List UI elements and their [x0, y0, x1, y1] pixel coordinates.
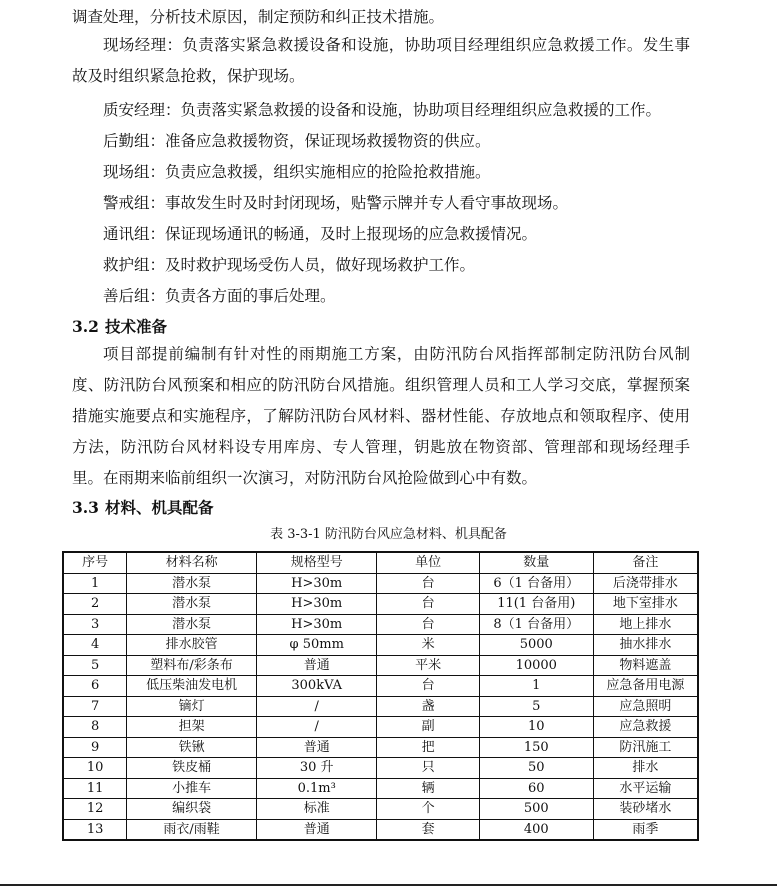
header-cell: 规格型号	[256, 552, 376, 573]
table-cell: H>30m	[256, 573, 376, 594]
table-cell: 地下室排水	[593, 594, 698, 615]
table-cell: 雨季	[593, 819, 698, 840]
table-cell: 把	[377, 737, 479, 758]
table-cell: 装砂堵水	[593, 799, 698, 820]
header-cell: 单位	[377, 552, 479, 573]
table-caption: 表 3-3-1 防汛防台风应急材料、机具配备	[270, 527, 507, 542]
table-cell: 地上排水	[593, 614, 698, 635]
table-cell: 5	[479, 696, 593, 717]
table-cell: 3	[63, 614, 127, 635]
table-row	[63, 799, 698, 820]
table-row	[63, 717, 698, 738]
table-cell: 10000	[479, 655, 593, 676]
table-cell: 镝灯	[127, 696, 257, 717]
section-heading-3-3	[72, 499, 213, 517]
table-cell: 13	[63, 819, 127, 840]
table-cell: 50	[479, 758, 593, 779]
table-cell: 抽水排水	[593, 635, 698, 656]
table-cell: 后浇带排水	[593, 573, 698, 594]
section-heading-3-2	[72, 318, 167, 336]
materials-table	[62, 551, 699, 841]
header-cell: 备注	[593, 552, 698, 573]
paragraph-role-comm-group: 通讯组：保证现场通讯的畅通，及时上报现场的应急救援情况。	[103, 225, 538, 243]
table-cell: 台	[377, 573, 479, 594]
table-cell: 小推车	[127, 778, 257, 799]
table-cell: 500	[479, 799, 593, 820]
table-row	[63, 819, 698, 840]
table-cell: 60	[479, 778, 593, 799]
table-cell: 300kVA	[256, 676, 376, 697]
section-title: 技术准备	[104, 318, 167, 336]
table-cell: 潜水泵	[127, 573, 257, 594]
table-cell: 套	[377, 819, 479, 840]
paragraph-intro-tail: 调查处理，分析技术原因，制定预防和纠正技术措施。	[72, 8, 445, 26]
table-cell: 副	[377, 717, 479, 738]
table-row	[63, 655, 698, 676]
table-cell: 400	[479, 819, 593, 840]
table-cell: 个	[377, 799, 479, 820]
table-cell: 2	[63, 594, 127, 615]
paragraph-role-site-manager: 现场经理：负责落实紧急救援设备和设施，协助项目经理组织应急救援工作。发生事故及时组织紧急抢救，保护现场。	[72, 36, 690, 85]
section-number: 3.3	[72, 498, 99, 517]
section-title: 材料、机具配备	[104, 499, 214, 517]
table-cell: 普通	[256, 737, 376, 758]
paragraph-technical-prep: 项目部提前编制有针对性的雨期施工方案，由防汛防台风指挥部制定防汛防台风制度、防汛防台风预案和相应的防汛防台风措施。组织管理人员和工人学习交底，掌握预案措施实施要点和实施程序，了解防汛防台风材料、器材性能、存放地点和领取程序、使用方法，防汛防台风材料设专用库房、专人管理，钥匙放在物资部、管理部和现场经理手里。在雨期来临前组织一次演习，对防汛防台风抢险做到心中有数。	[72, 345, 690, 487]
table-cell: 应急救援	[593, 717, 698, 738]
table-row	[63, 778, 698, 799]
table-cell: 150	[479, 737, 593, 758]
table-cell: 11	[63, 778, 127, 799]
table-cell: H>30m	[256, 614, 376, 635]
table-cell: 1	[479, 676, 593, 697]
table-cell: 物料遮盖	[593, 655, 698, 676]
table-cell: 5000	[479, 635, 593, 656]
table-cell: 5	[63, 655, 127, 676]
table-cell: 普通	[256, 819, 376, 840]
header-cell: 材料名称	[127, 552, 257, 573]
table-cell: 普通	[256, 655, 376, 676]
paragraph-role-rescue-group: 救护组：及时救护现场受伤人员，做好现场救护工作。	[103, 256, 476, 274]
section-number: 3.2	[72, 317, 99, 336]
table-row	[63, 676, 698, 697]
table-cell: 30 升	[256, 758, 376, 779]
paragraph-role-site-group: 现场组：负责应急救援，组织实施相应的抢险抢救措施。	[103, 163, 491, 181]
table-cell: 低压柴油发电机	[127, 676, 257, 697]
table-cell: 辆	[377, 778, 479, 799]
page-bottom-rule	[0, 884, 777, 886]
table-cell: 6（1 台备用）	[479, 573, 593, 594]
table-cell: 防汛施工	[593, 737, 698, 758]
table-cell: 台	[377, 676, 479, 697]
paragraph-role-quality-safety: 质安经理：负责落实紧急救援的设备和设施，协助项目经理组织应急救援的工作。	[103, 101, 662, 119]
table-cell: 编织袋	[127, 799, 257, 820]
table-cell: 10	[63, 758, 127, 779]
table-cell: 塑料布/彩条布	[127, 655, 257, 676]
table-cell: 10	[479, 717, 593, 738]
table-cell: 8	[63, 717, 127, 738]
table-cell: 潜水泵	[127, 614, 257, 635]
table-cell: 8（1 台备用）	[479, 614, 593, 635]
table-cell: 平米	[377, 655, 479, 676]
table-cell: 台	[377, 614, 479, 635]
table-cell: 排水	[593, 758, 698, 779]
table-cell: 只	[377, 758, 479, 779]
paragraph-role-logistics: 后勤组：准备应急救援物资，保证现场救援物资的供应。	[103, 132, 491, 150]
table-cell: 雨衣/雨鞋	[127, 819, 257, 840]
table-cell: 应急照明	[593, 696, 698, 717]
table-cell: 7	[63, 696, 127, 717]
table-cell: 6	[63, 676, 127, 697]
table-cell: φ 50mm	[256, 635, 376, 656]
table-row	[63, 614, 698, 635]
table-cell: 9	[63, 737, 127, 758]
table-cell: 担架	[127, 717, 257, 738]
table-cell: 标准	[256, 799, 376, 820]
table-cell: 台	[377, 594, 479, 615]
table-cell: /	[256, 717, 376, 738]
header-cell: 序号	[63, 552, 127, 573]
table-row	[63, 573, 698, 594]
table-cell: 铁皮桶	[127, 758, 257, 779]
table-body	[63, 573, 698, 840]
table-cell: 12	[63, 799, 127, 820]
table-cell: 米	[377, 635, 479, 656]
table-row	[63, 758, 698, 779]
paragraph-role-aftermath-group: 善后组：负责各方面的事后处理。	[103, 287, 336, 305]
header-cell: 数量	[479, 552, 593, 573]
table-cell: 11(1 台备用)	[479, 594, 593, 615]
table-cell: 铁锹	[127, 737, 257, 758]
table-cell: 水平运输	[593, 778, 698, 799]
paragraph-role-guard-group: 警戒组：事故发生时及时封闭现场，贴警示牌并专人看守事故现场。	[103, 194, 569, 212]
table-cell: 0.1m³	[256, 778, 376, 799]
table-cell: H>30m	[256, 594, 376, 615]
table-cell: 1	[63, 573, 127, 594]
table-row	[63, 594, 698, 615]
table-cell: 潜水泵	[127, 594, 257, 615]
table-header-row	[63, 552, 698, 573]
table-row	[63, 737, 698, 758]
table-cell: 4	[63, 635, 127, 656]
table-cell: /	[256, 696, 376, 717]
table-cell: 盏	[377, 696, 479, 717]
table-row	[63, 696, 698, 717]
table-cell: 应急备用电源	[593, 676, 698, 697]
table-row	[63, 635, 698, 656]
table-cell: 排水胶管	[127, 635, 257, 656]
